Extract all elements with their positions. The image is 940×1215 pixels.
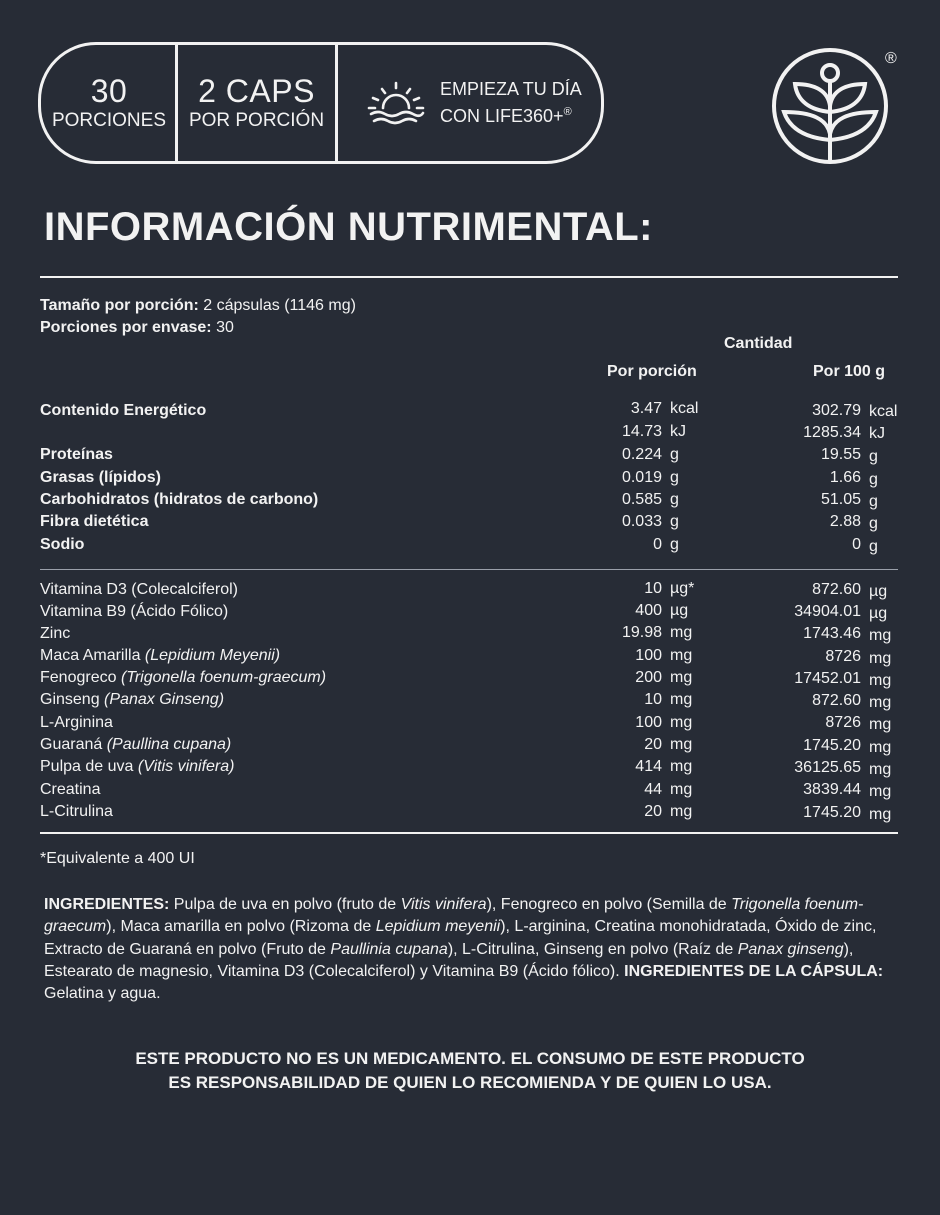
serving-info-badge — [38, 42, 604, 164]
disclaimer-line1: ESTE PRODUCTO NO ES UN MEDICAMENTO. EL CONSUMO DE ESTE PRODUCTO — [135, 1049, 805, 1068]
row-label: Zinc — [40, 625, 71, 642]
row-per100: 872.60 — [812, 581, 861, 598]
row-unit: g — [670, 513, 679, 530]
row-unit100: g — [869, 448, 878, 465]
row-unit: mg — [670, 758, 693, 775]
row-per100: 1743.46 — [803, 625, 861, 642]
registered-mark: ® — [885, 50, 897, 67]
energy-label: Contenido Energético — [40, 402, 207, 419]
row-serving: 414 — [635, 758, 662, 775]
energy-kcal-unit-100: kcal — [869, 403, 898, 420]
row-per100: 3839.44 — [803, 781, 861, 798]
slogan — [440, 78, 582, 128]
row-unit100: mg — [869, 672, 892, 689]
row-unit: mg — [670, 669, 693, 686]
column-header-per-100g: Por 100 g — [813, 363, 886, 380]
row-unit100: µg — [869, 583, 888, 600]
row-unit: g — [670, 446, 679, 463]
brand-logo-icon — [770, 46, 890, 166]
row-per100: 8726 — [825, 648, 861, 665]
divider — [40, 276, 898, 278]
caps-number: 2 CAPS — [198, 73, 315, 109]
row-per100: 17452.01 — [794, 670, 861, 687]
row-label: Vitamina D3 (Colecalciferol) — [40, 581, 238, 598]
row-per100: 872.60 — [812, 692, 861, 709]
serving-size: Tamaño por porción: 2 cápsulas (1146 mg) — [40, 297, 356, 314]
row-per100: 1745.20 — [803, 737, 861, 754]
row-unit: µg — [670, 602, 689, 619]
slogan-line1: EMPIEZA TU DÍA — [440, 79, 582, 99]
row-label: Vitamina B9 (Ácido Fólico) — [40, 603, 229, 620]
energy-kcal-100: 302.79 — [812, 402, 861, 419]
row-unit100: µg — [869, 605, 888, 622]
row-serving: 100 — [635, 647, 662, 664]
row-serving: 19.98 — [621, 624, 662, 641]
row-serving: 0.224 — [621, 446, 662, 463]
row-serving: 20 — [644, 803, 662, 820]
row-per100: 1745.20 — [803, 804, 861, 821]
slogan-cell — [366, 45, 582, 161]
row-label: L-Citrulina — [40, 803, 113, 820]
divider — [40, 569, 898, 570]
badge-divider — [335, 45, 338, 161]
row-per100: 36125.65 — [794, 759, 861, 776]
row-label: Proteínas — [40, 446, 113, 463]
row-per100: 19.55 — [820, 446, 861, 463]
servings-number: 30 — [90, 73, 128, 109]
row-unit100: mg — [869, 716, 892, 733]
column-header-amount: Cantidad — [724, 335, 793, 352]
page-title: INFORMACIÓN NUTRIMENTAL: — [44, 205, 653, 249]
row-label: Sodio — [40, 536, 85, 553]
row-unit100: mg — [869, 806, 892, 823]
row-unit100: g — [869, 493, 878, 510]
energy-kcal-unit: kcal — [670, 400, 699, 417]
row-serving: 400 — [635, 602, 662, 619]
row-per100: 8726 — [825, 714, 861, 731]
row-label: Maca Amarilla (Lepidium Meyenii) — [40, 647, 281, 664]
row-unit: g — [670, 491, 679, 508]
servings-cell — [41, 45, 177, 161]
row-unit100: g — [869, 538, 878, 555]
row-unit: mg — [670, 736, 693, 753]
row-unit100: mg — [869, 650, 892, 667]
divider — [40, 832, 898, 834]
energy-kj-serving: 14.73 — [621, 423, 662, 440]
servings-label: PORCIONES — [51, 110, 167, 131]
footnote: *Equivalente a 400 UI — [40, 850, 195, 867]
row-label: Carbohidratos (hidratos de carbono) — [40, 491, 319, 508]
row-label: Fenogreco (Trigonella foenum-graecum) — [40, 669, 327, 686]
row-serving: 10 — [644, 580, 662, 597]
row-unit: mg — [670, 781, 693, 798]
row-serving: 20 — [644, 736, 662, 753]
energy-kj-unit-100: kJ — [869, 425, 885, 442]
energy-kj-unit: kJ — [670, 423, 686, 440]
row-unit100: g — [869, 515, 878, 532]
row-label: Creatina — [40, 781, 101, 798]
column-header-per-serving: Por porción — [607, 363, 697, 380]
row-per100: 51.05 — [820, 491, 861, 508]
row-label: Ginseng (Panax Ginseng) — [40, 691, 225, 708]
row-per100: 1.66 — [829, 469, 861, 486]
row-serving: 0 — [653, 536, 662, 553]
caps-label: POR PORCIÓN — [188, 110, 325, 131]
disclaimer — [0, 1047, 940, 1095]
row-unit: mg — [670, 624, 693, 641]
row-label: L-Arginina — [40, 714, 113, 731]
disclaimer-line2: ES RESPONSABILIDAD DE QUIEN LO RECOMIENDA Y DE QUIEN LO USA. — [168, 1073, 772, 1092]
row-unit: g — [670, 536, 679, 553]
row-serving: 200 — [635, 669, 662, 686]
row-unit100: mg — [869, 694, 892, 711]
row-unit: mg — [670, 691, 693, 708]
row-serving: 0.585 — [621, 491, 662, 508]
row-unit: µg* — [670, 580, 695, 597]
row-unit: mg — [670, 647, 693, 664]
caps-cell — [178, 45, 335, 161]
row-per100: 0 — [852, 536, 861, 553]
row-serving: 100 — [635, 714, 662, 731]
row-unit100: mg — [869, 627, 892, 644]
energy-kcal-serving: 3.47 — [630, 400, 662, 417]
row-label: Fibra dietética — [40, 513, 149, 530]
row-unit: g — [670, 469, 679, 486]
row-label: Pulpa de uva (Vitis vinifera) — [40, 758, 235, 775]
servings-per-pack: Porciones por envase: 30 — [40, 319, 234, 336]
row-serving: 44 — [644, 781, 662, 798]
energy-kj-100: 1285.34 — [803, 424, 861, 441]
row-serving: 0.033 — [621, 513, 662, 530]
row-serving: 0.019 — [621, 469, 662, 486]
row-per100: 2.88 — [829, 513, 861, 530]
sunrise-icon — [366, 78, 426, 128]
row-label: Grasas (lípidos) — [40, 469, 161, 486]
row-unit100: mg — [869, 761, 892, 778]
row-serving: 10 — [644, 691, 662, 708]
slogan-line2: CON LIFE360+® — [440, 106, 572, 126]
row-unit: mg — [670, 803, 693, 820]
ingredients-text: INGREDIENTES: Pulpa de uva en polvo (fruto de Vitis vinifera), Fenogreco en polvo (Semilla de Trigonella foenum-graecum), Maca amarilla en polvo (Rizoma de Lepidium meyenii), L-arginina, Creatina monohidratada, Óxido de zinc, Extracto de Guaraná en polvo (Fruto de Paullinia cupana), L-Citrulina, Ginseng en polvo (Raíz de Panax ginseng), Estearato de magnesio, Vitamina D3 (Colecalciferol) y Vitamina B9 (Ácido fólico). INGREDIENTES DE LA CÁPSULA: Gelatina y agua. — [44, 896, 884, 1003]
row-per100: 34904.01 — [794, 603, 861, 620]
row-unit: mg — [670, 714, 693, 731]
row-unit100: g — [869, 471, 878, 488]
row-unit100: mg — [869, 783, 892, 800]
row-label: Guaraná (Paullina cupana) — [40, 736, 232, 753]
row-unit100: mg — [869, 739, 892, 756]
